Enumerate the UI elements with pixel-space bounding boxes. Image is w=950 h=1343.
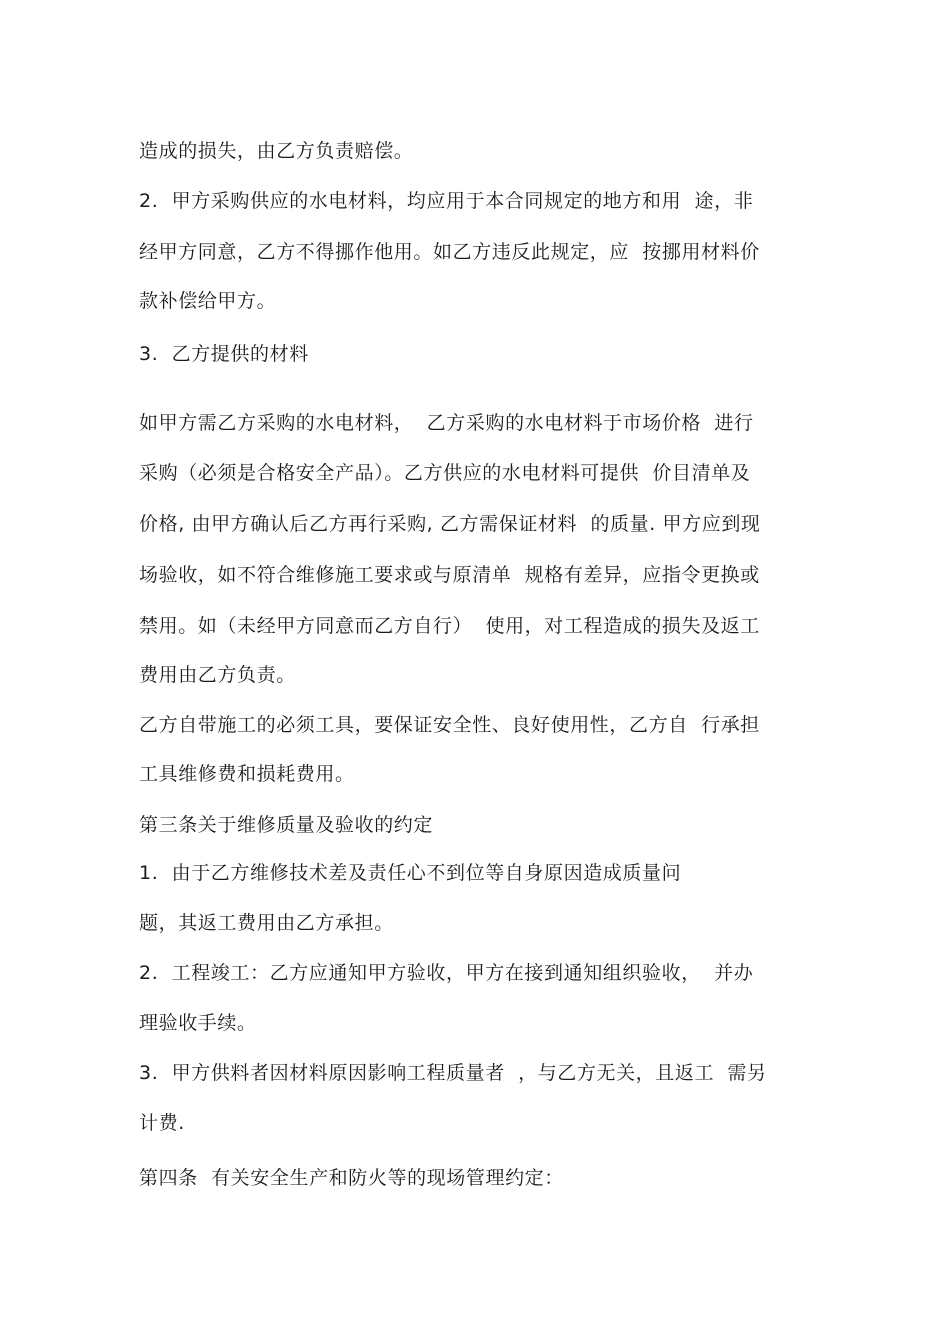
text-line: 禁用。如（未经甲方同意而乙方自行） 使用，对工程造成的损失及返工 bbox=[139, 615, 760, 637]
text-line: 经甲方同意，乙方不得挪作他用。如乙方违反此规定，应 按挪用材料价 bbox=[139, 241, 760, 263]
text-line: 题，其返工费用由乙方承担。 bbox=[139, 912, 394, 934]
text-line: 1. 由于乙方维修技术差及责任心不到位等自身原因造成质量问 bbox=[139, 862, 682, 884]
text-line: 工具维修费和损耗费用。 bbox=[139, 763, 355, 785]
section-heading: 第三条关于维修质量及验收的约定 bbox=[139, 814, 434, 836]
text-line: 计费. bbox=[139, 1112, 185, 1134]
text-line: 理验收手续。 bbox=[139, 1012, 257, 1034]
text-line: 采购（必须是合格安全产品）。乙方供应的水电材料可提供 价目清单及 bbox=[139, 462, 751, 484]
text-line: 3. 乙方提供的材料 bbox=[139, 343, 309, 365]
text-line: 如甲方需乙方采购的水电材料， 乙方采购的水电材料于市场价格 进行 bbox=[139, 412, 754, 434]
text-line: 乙方自带施工的必须工具，要保证安全性、良好使用性，乙方自 行承担 bbox=[139, 714, 760, 736]
text-line: 2. 甲方采购供应的水电材料，均应用于本合同规定的地方和用 途，非 bbox=[139, 190, 754, 212]
text-line: 价格, 由甲方确认后乙方再行采购, 乙方需保证材料 的质量. 甲方应到现 bbox=[139, 513, 761, 535]
text-line: 3. 甲方供料者因材料原因影响工程质量者 ，与乙方无关，且返工 需另 bbox=[139, 1062, 767, 1084]
text-line: 2. 工程竣工：乙方应通知甲方验收，甲方在接到通知组织验收， 并办 bbox=[139, 962, 754, 984]
text-line: 造成的损失，由乙方负责赔偿。 bbox=[139, 140, 414, 162]
text-line: 款补偿给甲方。 bbox=[139, 290, 277, 312]
section-heading: 第四条 有关安全生产和防火等的现场管理约定： bbox=[139, 1167, 564, 1189]
text-line: 费用由乙方负责。 bbox=[139, 664, 296, 686]
text-line: 场验收，如不符合维修施工要求或与原清单 规格有差异，应指令更换或 bbox=[139, 564, 760, 586]
